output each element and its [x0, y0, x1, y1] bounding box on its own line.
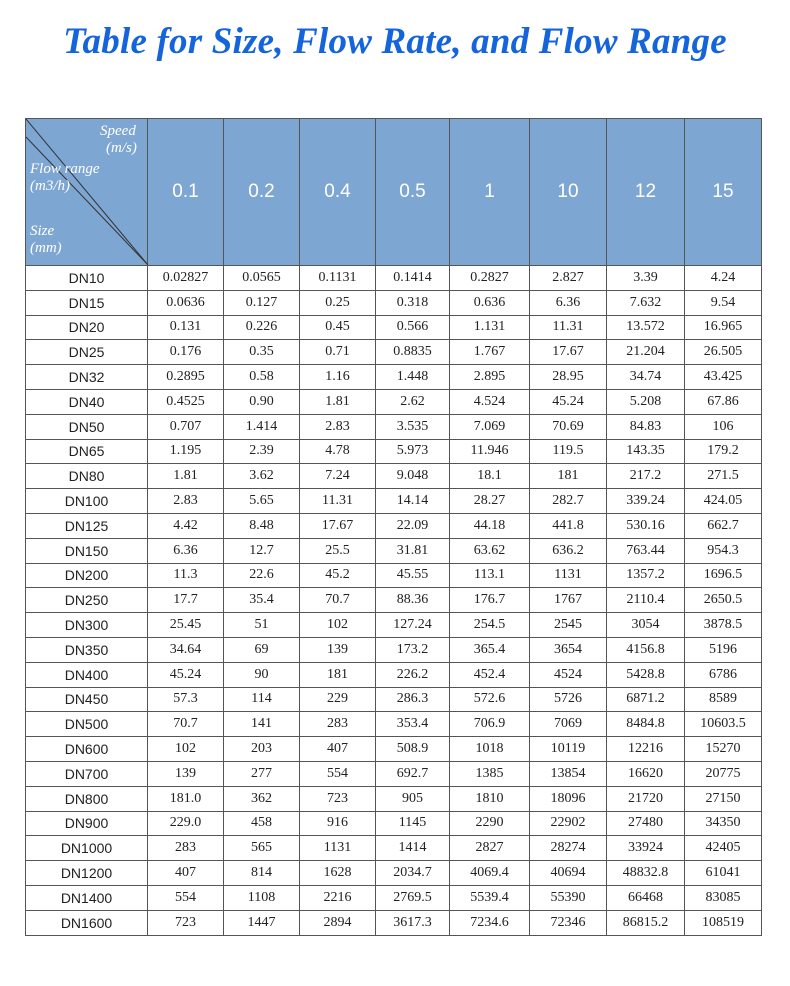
flow-value-cell: 33924 — [607, 836, 685, 861]
flow-value-cell: 0.35 — [224, 340, 300, 365]
flow-value-cell: 0.2895 — [148, 365, 224, 390]
flow-value-cell: 108519 — [685, 910, 762, 935]
flow-value-cell: 28.27 — [450, 489, 530, 514]
flow-value-cell: 12.7 — [224, 538, 300, 563]
flow-value-cell: 181 — [530, 464, 607, 489]
size-cell: DN700 — [26, 761, 148, 786]
size-cell: DN100 — [26, 489, 148, 514]
flow-value-cell: 1385 — [450, 761, 530, 786]
flow-value-cell: 916 — [300, 811, 376, 836]
flow-value-cell: 1.131 — [450, 315, 530, 340]
flow-value-cell: 113.1 — [450, 563, 530, 588]
flow-value-cell: 13854 — [530, 761, 607, 786]
size-cell: DN500 — [26, 712, 148, 737]
size-cell: DN600 — [26, 737, 148, 762]
flow-value-cell: 2827 — [450, 836, 530, 861]
table-row — [26, 315, 762, 340]
flow-value-cell: 229 — [300, 687, 376, 712]
flow-value-cell: 84.83 — [607, 414, 685, 439]
flow-value-cell: 5.208 — [607, 389, 685, 414]
flow-value-cell: 127.24 — [376, 613, 450, 638]
table-row — [26, 290, 762, 315]
speed-header-cell: 0.1 — [148, 119, 224, 266]
flow-value-cell: 0.127 — [224, 290, 300, 315]
table-row — [26, 489, 762, 514]
flow-value-cell: 139 — [148, 761, 224, 786]
flow-value-cell: 114 — [224, 687, 300, 712]
flow-value-cell: 1.448 — [376, 365, 450, 390]
table-row — [26, 885, 762, 910]
flow-value-cell: 5428.8 — [607, 662, 685, 687]
flow-value-cell: 0.71 — [300, 340, 376, 365]
flow-value-cell: 283 — [148, 836, 224, 861]
flow-value-cell: 4.78 — [300, 439, 376, 464]
size-cell: DN1000 — [26, 836, 148, 861]
flow-value-cell: 12216 — [607, 737, 685, 762]
size-cell: DN32 — [26, 365, 148, 390]
table-row — [26, 464, 762, 489]
flow-value-cell: 181.0 — [148, 786, 224, 811]
flow-value-cell: 0.0636 — [148, 290, 224, 315]
flow-value-cell: 286.3 — [376, 687, 450, 712]
flow-value-cell: 407 — [148, 861, 224, 886]
flow-value-cell: 0.176 — [148, 340, 224, 365]
flow-value-cell: 1.16 — [300, 365, 376, 390]
size-cell: DN250 — [26, 588, 148, 613]
flow-value-cell: 362 — [224, 786, 300, 811]
flow-value-cell: 17.67 — [530, 340, 607, 365]
flow-value-cell: 45.2 — [300, 563, 376, 588]
table-row — [26, 340, 762, 365]
flow-value-cell: 57.3 — [148, 687, 224, 712]
flow-value-cell: 1767 — [530, 588, 607, 613]
flow-value-cell: 181 — [300, 662, 376, 687]
flow-value-cell: 0.8835 — [376, 340, 450, 365]
flow-value-cell: 0.1131 — [300, 266, 376, 291]
flow-value-cell: 217.2 — [607, 464, 685, 489]
flow-value-cell: 2.62 — [376, 389, 450, 414]
flow-value-cell: 4069.4 — [450, 861, 530, 886]
size-cell: DN200 — [26, 563, 148, 588]
flow-value-cell: 2290 — [450, 811, 530, 836]
flow-value-cell: 452.4 — [450, 662, 530, 687]
flow-value-cell: 2.827 — [530, 266, 607, 291]
flow-value-cell: 34350 — [685, 811, 762, 836]
size-unit: (mm) — [30, 240, 62, 256]
flow-value-cell: 11.31 — [530, 315, 607, 340]
flow-value-cell: 0.4525 — [148, 389, 224, 414]
flow-value-cell: 18096 — [530, 786, 607, 811]
flow-value-cell: 40694 — [530, 861, 607, 886]
flow-value-cell: 10119 — [530, 737, 607, 762]
flow-value-cell: 28.95 — [530, 365, 607, 390]
flow-value-cell: 723 — [148, 910, 224, 935]
flow-value-cell: 1.195 — [148, 439, 224, 464]
flow-value-cell: 20775 — [685, 761, 762, 786]
flow-value-cell: 173.2 — [376, 637, 450, 662]
size-cell: DN25 — [26, 340, 148, 365]
flow-value-cell: 572.6 — [450, 687, 530, 712]
corner-header-cell — [26, 119, 148, 266]
table-row — [26, 613, 762, 638]
flow-value-cell: 1131 — [300, 836, 376, 861]
table-row — [26, 761, 762, 786]
flow-value-cell: 3878.5 — [685, 613, 762, 638]
flow-value-cell: 21720 — [607, 786, 685, 811]
flow-value-cell: 10603.5 — [685, 712, 762, 737]
flow-value-cell: 45.55 — [376, 563, 450, 588]
flow-value-cell: 51 — [224, 613, 300, 638]
flow-value-cell: 5196 — [685, 637, 762, 662]
flow-value-cell: 86815.2 — [607, 910, 685, 935]
flow-value-cell: 119.5 — [530, 439, 607, 464]
flow-value-cell: 25.45 — [148, 613, 224, 638]
flow-value-cell: 226.2 — [376, 662, 450, 687]
flow-value-cell: 2769.5 — [376, 885, 450, 910]
flow-value-cell: 0.45 — [300, 315, 376, 340]
flow-value-cell: 763.44 — [607, 538, 685, 563]
flow-value-cell: 1.767 — [450, 340, 530, 365]
flow-value-cell: 1.81 — [148, 464, 224, 489]
flow-value-cell: 106 — [685, 414, 762, 439]
flow-value-cell: 283 — [300, 712, 376, 737]
flow-value-cell: 6.36 — [530, 290, 607, 315]
size-cell: DN900 — [26, 811, 148, 836]
flow-value-cell: 1.414 — [224, 414, 300, 439]
flow-value-cell: 141 — [224, 712, 300, 737]
flow-value-cell: 102 — [148, 737, 224, 762]
flow-value-cell: 14.14 — [376, 489, 450, 514]
table-row — [26, 439, 762, 464]
flow-value-cell: 2.39 — [224, 439, 300, 464]
flow-value-cell: 7234.6 — [450, 910, 530, 935]
flow-value-cell: 26.505 — [685, 340, 762, 365]
flow-value-cell: 11.946 — [450, 439, 530, 464]
flow-value-cell: 88.36 — [376, 588, 450, 613]
flow-value-cell: 458 — [224, 811, 300, 836]
flow-value-cell: 69 — [224, 637, 300, 662]
flow-value-cell: 0.636 — [450, 290, 530, 315]
flow-value-cell: 1.81 — [300, 389, 376, 414]
flow-value-cell: 43.425 — [685, 365, 762, 390]
flow-value-cell: 7.069 — [450, 414, 530, 439]
flow-value-cell: 1628 — [300, 861, 376, 886]
flow-value-cell: 17.7 — [148, 588, 224, 613]
flow-value-cell: 70.69 — [530, 414, 607, 439]
flow-value-cell: 5.973 — [376, 439, 450, 464]
header-row — [26, 119, 762, 266]
flow-value-cell: 4.24 — [685, 266, 762, 291]
flow-value-cell: 15270 — [685, 737, 762, 762]
flow-value-cell: 27480 — [607, 811, 685, 836]
flow-value-cell: 11.31 — [300, 489, 376, 514]
flow-value-cell: 179.2 — [685, 439, 762, 464]
flow-value-cell: 7069 — [530, 712, 607, 737]
flow-value-cell: 16.965 — [685, 315, 762, 340]
flow-value-cell: 0.131 — [148, 315, 224, 340]
flow-value-cell: 8589 — [685, 687, 762, 712]
flow-value-cell: 31.81 — [376, 538, 450, 563]
table-row — [26, 662, 762, 687]
flow-value-cell: 9.54 — [685, 290, 762, 315]
flow-value-cell: 3.535 — [376, 414, 450, 439]
flow-value-cell: 0.1414 — [376, 266, 450, 291]
flow-value-cell: 61041 — [685, 861, 762, 886]
speed-label: Speed — [100, 123, 136, 139]
flow-value-cell: 0.58 — [224, 365, 300, 390]
flow-value-cell: 28274 — [530, 836, 607, 861]
size-cell: DN800 — [26, 786, 148, 811]
table-row — [26, 389, 762, 414]
size-cell: DN450 — [26, 687, 148, 712]
flow-value-cell: 407 — [300, 737, 376, 762]
flow-value-cell: 282.7 — [530, 489, 607, 514]
flow-value-cell: 27150 — [685, 786, 762, 811]
flow-value-cell: 176.7 — [450, 588, 530, 613]
flow-value-cell: 2650.5 — [685, 588, 762, 613]
flow-value-cell: 1018 — [450, 737, 530, 762]
flow-label: Flow range — [30, 161, 100, 177]
flow-value-cell: 277 — [224, 761, 300, 786]
size-cell: DN400 — [26, 662, 148, 687]
speed-header-cell: 1 — [450, 119, 530, 266]
flow-value-cell: 7.632 — [607, 290, 685, 315]
flow-value-cell: 5726 — [530, 687, 607, 712]
size-cell: DN65 — [26, 439, 148, 464]
table-row — [26, 563, 762, 588]
flow-value-cell: 4156.8 — [607, 637, 685, 662]
size-cell: DN1400 — [26, 885, 148, 910]
flow-value-cell: 48832.8 — [607, 861, 685, 886]
flow-value-cell: 1131 — [530, 563, 607, 588]
flow-value-cell: 2.83 — [148, 489, 224, 514]
flow-value-cell: 22.09 — [376, 513, 450, 538]
flow-value-cell: 508.9 — [376, 737, 450, 762]
flow-value-cell: 18.1 — [450, 464, 530, 489]
flow-value-cell: 814 — [224, 861, 300, 886]
table-row — [26, 588, 762, 613]
flow-value-cell: 5.65 — [224, 489, 300, 514]
flow-value-cell: 63.62 — [450, 538, 530, 563]
flow-value-cell: 1414 — [376, 836, 450, 861]
flow-value-cell: 0.2827 — [450, 266, 530, 291]
flow-value-cell: 7.24 — [300, 464, 376, 489]
flow-value-cell: 339.24 — [607, 489, 685, 514]
flow-value-cell: 70.7 — [148, 712, 224, 737]
flow-value-cell: 530.16 — [607, 513, 685, 538]
table-row — [26, 836, 762, 861]
table-row — [26, 365, 762, 390]
flow-value-cell: 3.39 — [607, 266, 685, 291]
flow-value-cell: 0.25 — [300, 290, 376, 315]
flow-value-cell: 66468 — [607, 885, 685, 910]
flow-value-cell: 905 — [376, 786, 450, 811]
flow-value-cell: 6786 — [685, 662, 762, 687]
flow-value-cell: 55390 — [530, 885, 607, 910]
flow-value-cell: 1810 — [450, 786, 530, 811]
flow-value-cell: 2216 — [300, 885, 376, 910]
flow-value-cell: 0.226 — [224, 315, 300, 340]
size-cell: DN40 — [26, 389, 148, 414]
size-axis-label — [30, 223, 62, 257]
flow-value-cell: 139 — [300, 637, 376, 662]
flow-value-cell: 365.4 — [450, 637, 530, 662]
flow-value-cell: 5539.4 — [450, 885, 530, 910]
flow-value-cell: 8.48 — [224, 513, 300, 538]
table-row — [26, 538, 762, 563]
page-title: Table for Size, Flow Rate, and Flow Range — [63, 21, 727, 62]
flow-value-cell: 3054 — [607, 613, 685, 638]
flow-value-cell: 203 — [224, 737, 300, 762]
flow-value-cell: 2.83 — [300, 414, 376, 439]
flow-value-cell: 102 — [300, 613, 376, 638]
speed-unit: (m/s) — [106, 140, 137, 156]
size-cell: DN1200 — [26, 861, 148, 886]
flow-value-cell: 3617.3 — [376, 910, 450, 935]
flow-axis-label — [30, 161, 100, 195]
flow-value-cell: 6871.2 — [607, 687, 685, 712]
flow-value-cell: 1108 — [224, 885, 300, 910]
flow-value-cell: 3654 — [530, 637, 607, 662]
flow-value-cell: 0.566 — [376, 315, 450, 340]
flow-value-cell: 565 — [224, 836, 300, 861]
flow-value-cell: 90 — [224, 662, 300, 687]
table-row — [26, 637, 762, 662]
flow-value-cell: 22902 — [530, 811, 607, 836]
flow-value-cell: 1145 — [376, 811, 450, 836]
flow-value-cell: 70.7 — [300, 588, 376, 613]
table-row — [26, 266, 762, 291]
flow-value-cell: 441.8 — [530, 513, 607, 538]
flow-value-cell: 0.707 — [148, 414, 224, 439]
speed-header-cell: 12 — [607, 119, 685, 266]
speed-header-cell: 15 — [685, 119, 762, 266]
flow-value-cell: 1357.2 — [607, 563, 685, 588]
flow-value-cell: 44.18 — [450, 513, 530, 538]
flow-value-cell: 8484.8 — [607, 712, 685, 737]
flow-value-cell: 35.4 — [224, 588, 300, 613]
table-row — [26, 786, 762, 811]
size-cell: DN150 — [26, 538, 148, 563]
flow-unit: (m3/h) — [30, 178, 70, 194]
flow-value-cell: 3.62 — [224, 464, 300, 489]
flow-value-cell: 22.6 — [224, 563, 300, 588]
size-cell: DN20 — [26, 315, 148, 340]
table-row — [26, 811, 762, 836]
flow-value-cell: 34.64 — [148, 637, 224, 662]
flow-value-cell: 4.42 — [148, 513, 224, 538]
table-row — [26, 414, 762, 439]
speed-header-cell: 0.2 — [224, 119, 300, 266]
flow-value-cell: 45.24 — [530, 389, 607, 414]
table-row — [26, 513, 762, 538]
flow-value-cell: 45.24 — [148, 662, 224, 687]
flow-value-cell: 72346 — [530, 910, 607, 935]
flow-value-cell: 4.524 — [450, 389, 530, 414]
flow-value-cell: 0.0565 — [224, 266, 300, 291]
flow-value-cell: 424.05 — [685, 489, 762, 514]
flow-value-cell: 706.9 — [450, 712, 530, 737]
table-row — [26, 712, 762, 737]
speed-header-cell: 0.5 — [376, 119, 450, 266]
flow-value-cell: 2.895 — [450, 365, 530, 390]
flow-value-cell: 229.0 — [148, 811, 224, 836]
table-row — [26, 687, 762, 712]
flow-value-cell: 143.35 — [607, 439, 685, 464]
flow-value-cell: 2545 — [530, 613, 607, 638]
size-cell: DN10 — [26, 266, 148, 291]
flow-value-cell: 17.67 — [300, 513, 376, 538]
flow-value-cell: 954.3 — [685, 538, 762, 563]
flow-value-cell: 21.204 — [607, 340, 685, 365]
size-cell: DN50 — [26, 414, 148, 439]
flow-value-cell: 83085 — [685, 885, 762, 910]
flow-value-cell: 271.5 — [685, 464, 762, 489]
flow-value-cell: 67.86 — [685, 389, 762, 414]
flow-value-cell: 6.36 — [148, 538, 224, 563]
flow-value-cell: 0.318 — [376, 290, 450, 315]
speed-header-cell: 0.4 — [300, 119, 376, 266]
flow-rate-table — [25, 118, 762, 936]
flow-value-cell: 554 — [148, 885, 224, 910]
flow-value-cell: 9.048 — [376, 464, 450, 489]
flow-value-cell: 2110.4 — [607, 588, 685, 613]
size-label: Size — [30, 223, 55, 239]
table-body — [26, 266, 762, 936]
size-cell: DN300 — [26, 613, 148, 638]
table-row — [26, 861, 762, 886]
flow-value-cell: 2894 — [300, 910, 376, 935]
flow-value-cell: 0.90 — [224, 389, 300, 414]
flow-value-cell: 1447 — [224, 910, 300, 935]
flow-value-cell: 723 — [300, 786, 376, 811]
flow-value-cell: 353.4 — [376, 712, 450, 737]
flow-value-cell: 25.5 — [300, 538, 376, 563]
flow-value-cell: 42405 — [685, 836, 762, 861]
table-row — [26, 737, 762, 762]
flow-value-cell: 13.572 — [607, 315, 685, 340]
flow-value-cell: 34.74 — [607, 365, 685, 390]
flow-value-cell: 2034.7 — [376, 861, 450, 886]
size-cell: DN125 — [26, 513, 148, 538]
size-cell: DN80 — [26, 464, 148, 489]
flow-value-cell: 662.7 — [685, 513, 762, 538]
size-cell: DN350 — [26, 637, 148, 662]
flow-value-cell: 254.5 — [450, 613, 530, 638]
flow-value-cell: 16620 — [607, 761, 685, 786]
size-cell: DN15 — [26, 290, 148, 315]
table-row — [26, 910, 762, 935]
size-cell: DN1600 — [26, 910, 148, 935]
flow-value-cell: 4524 — [530, 662, 607, 687]
flow-value-cell: 1696.5 — [685, 563, 762, 588]
flow-value-cell: 636.2 — [530, 538, 607, 563]
flow-value-cell: 0.02827 — [148, 266, 224, 291]
flow-value-cell: 692.7 — [376, 761, 450, 786]
flow-value-cell: 11.3 — [148, 563, 224, 588]
speed-axis-label — [100, 123, 137, 157]
speed-header-cell: 10 — [530, 119, 607, 266]
flow-value-cell: 554 — [300, 761, 376, 786]
